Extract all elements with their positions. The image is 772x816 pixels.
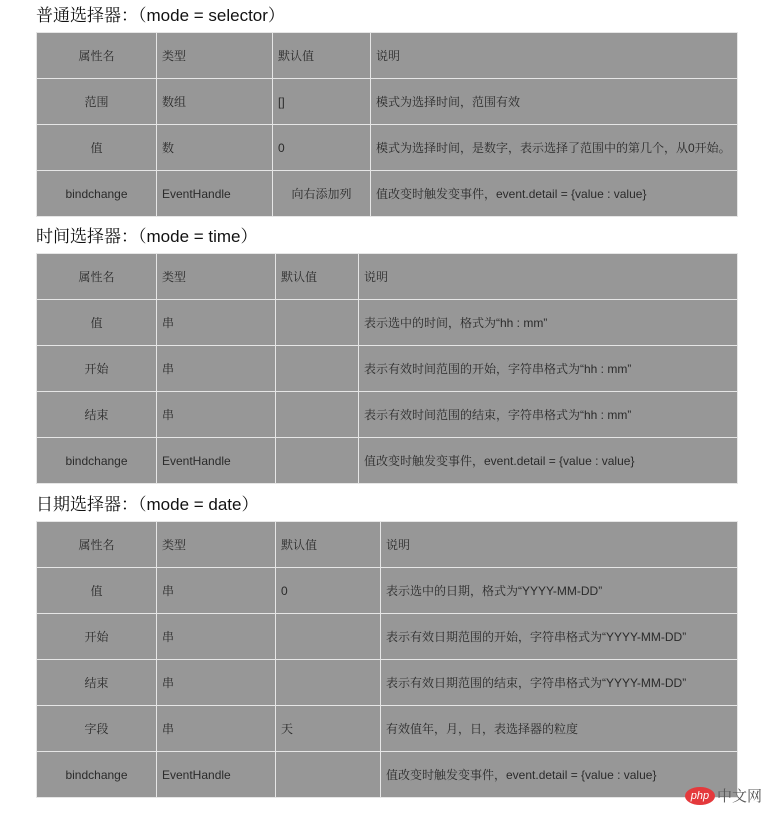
table-cell: 表示有效日期范围的结束，字符串格式为“YYYY-MM-DD” — [381, 660, 738, 706]
header-cell: 类型 — [157, 33, 273, 79]
section-title-selector: 普通选择器：（mode = selector） — [36, 6, 285, 25]
table-row — [37, 392, 738, 438]
table-cell: 串 — [157, 300, 276, 346]
table-cell — [276, 300, 359, 346]
table-cell: bindchange — [37, 438, 157, 484]
php-logo-icon: php — [685, 787, 715, 805]
header-cell: 说明 — [381, 522, 738, 568]
table-cell: 值改变时触发变事件，event.detail = {value : value} — [371, 171, 738, 217]
section-title-time: 时间选择器：（mode = time） — [36, 227, 258, 246]
table-cell: 模式为选择时间，是数字，表示选择了范围中的第几个，从0开始。 — [371, 125, 738, 171]
table-cell: 表示有效日期范围的开始，字符串格式为“YYYY-MM-DD” — [381, 614, 738, 660]
table-cell: 值改变时触发变事件，event.detail = {value : value} — [381, 752, 738, 798]
table-cell — [276, 346, 359, 392]
table-header-row — [37, 33, 738, 79]
table-cell: 值 — [37, 300, 157, 346]
table-cell: 值 — [37, 125, 157, 171]
table-row — [37, 706, 738, 752]
header-cell: 默认值 — [273, 33, 371, 79]
header-cell: 类型 — [157, 254, 276, 300]
table-cell: 开始 — [37, 614, 157, 660]
table-cell: 串 — [157, 706, 276, 752]
table-cell — [276, 752, 381, 798]
table-cell: 结束 — [37, 660, 157, 706]
table-cell: 值 — [37, 568, 157, 614]
table-cell: 模式为选择时间，范围有效 — [371, 79, 738, 125]
table-row — [37, 300, 738, 346]
table-cell: bindchange — [37, 752, 157, 798]
table-cell: 范围 — [37, 79, 157, 125]
header-cell: 说明 — [359, 254, 738, 300]
header-cell: 说明 — [371, 33, 738, 79]
table-cell: 串 — [157, 660, 276, 706]
table-cell: bindchange — [37, 171, 157, 217]
attr-table-date — [36, 521, 738, 798]
table-cell: 串 — [157, 614, 276, 660]
table-cell: 数 — [157, 125, 273, 171]
table-cell: 表示有效时间范围的结束，字符串格式为“hh : mm” — [359, 392, 738, 438]
table-cell — [276, 438, 359, 484]
header-cell: 属性名 — [37, 522, 157, 568]
table-row — [37, 346, 738, 392]
attr-table-selector — [36, 32, 738, 217]
table-cell: EventHandle — [157, 752, 276, 798]
table-cell: 向右添加列 — [273, 171, 371, 217]
section-title-date: 日期选择器：（mode = date） — [36, 495, 259, 514]
table-cell: 有效值年，月，日，表选择器的粒度 — [381, 706, 738, 752]
header-cell: 默认值 — [276, 254, 359, 300]
table-cell: 字段 — [37, 706, 157, 752]
table-cell: 0 — [273, 125, 371, 171]
table-cell: 表示有效时间范围的开始，字符串格式为“hh : mm” — [359, 346, 738, 392]
table-header-row — [37, 522, 738, 568]
table-row — [37, 568, 738, 614]
watermark-text: 中文网 — [716, 788, 762, 805]
table-row — [37, 752, 738, 798]
table-cell: 开始 — [37, 346, 157, 392]
site-watermark — [685, 785, 762, 806]
table-cell — [276, 392, 359, 438]
table-row — [37, 660, 738, 706]
header-cell: 属性名 — [37, 33, 157, 79]
table-row — [37, 614, 738, 660]
table-cell — [276, 614, 381, 660]
table-cell: [] — [273, 79, 371, 125]
attr-table-time — [36, 253, 738, 484]
table-cell: 表示选中的日期，格式为“YYYY-MM-DD” — [381, 568, 738, 614]
table-cell: 天 — [276, 706, 381, 752]
table-cell: 表示选中的时间，格式为“hh : mm” — [359, 300, 738, 346]
table-row — [37, 79, 738, 125]
table-row — [37, 438, 738, 484]
table-row — [37, 171, 738, 217]
table-cell: 0 — [276, 568, 381, 614]
table-cell: 数组 — [157, 79, 273, 125]
table-cell: 串 — [157, 568, 276, 614]
table-cell — [276, 660, 381, 706]
table-cell: 串 — [157, 346, 276, 392]
header-cell: 默认值 — [276, 522, 381, 568]
table-cell: 串 — [157, 392, 276, 438]
table-cell: 结束 — [37, 392, 157, 438]
table-row — [37, 125, 738, 171]
header-cell: 属性名 — [37, 254, 157, 300]
table-cell: 值改变时触发变事件，event.detail = {value : value} — [359, 438, 738, 484]
header-cell: 类型 — [157, 522, 276, 568]
table-cell: EventHandle — [157, 171, 273, 217]
table-header-row — [37, 254, 738, 300]
table-cell: EventHandle — [157, 438, 276, 484]
